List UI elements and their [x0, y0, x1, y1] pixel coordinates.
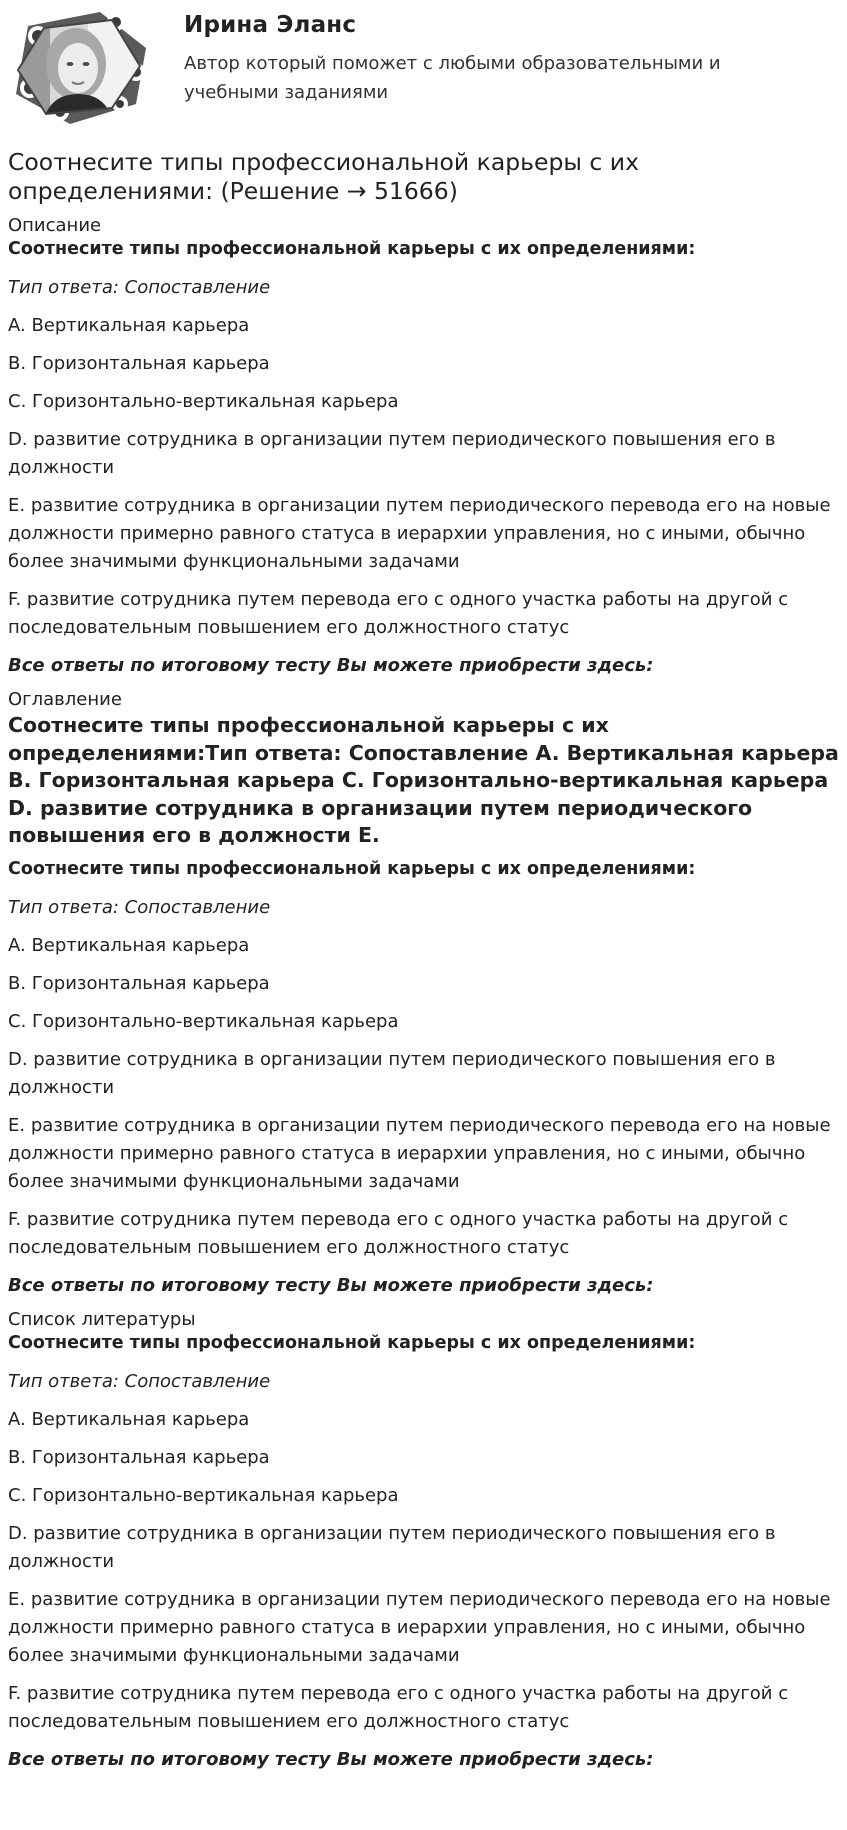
purchase-note[interactable]: Все ответы по итоговому тесту Вы можете приобрести здесь:: [8, 1748, 654, 1770]
option-item: A. Вертикальная карьера: [8, 934, 250, 956]
question-heading: Соотнесите типы профессиональной карьеры с их определениями:: [8, 858, 696, 879]
definition-item: E. развитие сотрудника в организации путем периодического перевода его на новые должности примерно равного статуса в иерархии управления, но с иными, обычно более значимыми функциональными задачами: [8, 1114, 831, 1192]
description-section: [8, 214, 840, 680]
author-description: Автор который поможет с любыми образовательными и учебными заданиями: [184, 53, 721, 103]
avatar[interactable]: [8, 8, 150, 126]
definition-item: E. развитие сотрудника в организации путем периодического перевода его на новые должности примерно равного статуса в иерархии управления, но с иными, обычно более значимыми функциональными задачами: [8, 1588, 831, 1666]
option-item: C. Горизонтально-вертикальная карьера: [8, 1484, 399, 1506]
option-item: C. Горизонтально-вертикальная карьера: [8, 391, 399, 412]
literature-section: [8, 1308, 840, 1774]
section-label-literature: Список литературы: [8, 1308, 196, 1330]
purchase-note[interactable]: Все ответы по итоговому тесту Вы можете приобрести здесь:: [8, 655, 654, 676]
purchase-note[interactable]: Все ответы по итоговому тесту Вы можете приобрести здесь:: [8, 1274, 654, 1296]
definition-item: F. развитие сотрудника путем перевода его с одного участка работы на другой с последовательным повышением его должностного статус: [8, 589, 789, 638]
toc-heading: Соотнесите типы профессиональной карьеры с их определениями:Тип ответа: Сопоставление A. Вертикальная карьера B. Горизонтальная карьера C. Горизонтально-вертикальная карьера D. развитие сотрудника в организации путем периодического повышения его в должности E.: [8, 713, 839, 847]
option-item: A. Вертикальная карьера: [8, 1408, 250, 1430]
author-name[interactable]: Ирина Эланс: [184, 12, 357, 38]
answer-type: Тип ответа: Сопоставление: [8, 896, 271, 918]
option-item: B. Горизонтальная карьера: [8, 972, 270, 994]
main-content: [8, 148, 840, 1782]
question-heading: Соотнесите типы профессиональной карьеры с их определениями:: [8, 239, 696, 259]
definition-item: E. развитие сотрудника в организации путем периодического перевода его на новые должности примерно равного статуса в иерархии управления, но с иными, обычно более значимыми функциональными задачами: [8, 495, 831, 572]
section-label-toc: Оглавление: [8, 689, 122, 710]
definition-item: F. развитие сотрудника путем перевода его с одного участка работы на другой с последовательным повышением его должностного статус: [8, 1208, 789, 1258]
answer-type: Тип ответа: Сопоставление: [8, 1370, 271, 1392]
option-item: B. Горизонтальная карьера: [8, 1446, 270, 1468]
option-item: A. Вертикальная карьера: [8, 315, 250, 336]
section-label-description: Описание: [8, 215, 102, 236]
option-item: C. Горизонтально-вертикальная карьера: [8, 1010, 399, 1032]
answer-type: Тип ответа: Сопоставление: [8, 277, 271, 298]
option-item: B. Горизонтальная карьера: [8, 353, 270, 374]
definition-item: F. развитие сотрудника путем перевода его с одного участка работы на другой с последовательным повышением его должностного статус: [8, 1682, 789, 1732]
definition-item: D. развитие сотрудника в организации путем периодического повышения его в должности: [8, 1522, 776, 1572]
author-card: [0, 0, 847, 140]
avatar-frame-icon: [8, 8, 150, 126]
question-heading: Соотнесите типы профессиональной карьеры с их определениями:: [8, 1332, 696, 1353]
definition-item: D. развитие сотрудника в организации путем периодического повышения его в должности: [8, 429, 776, 478]
toc-section: [8, 688, 840, 1300]
definition-item: D. развитие сотрудника в организации путем периодического повышения его в должности: [8, 1048, 776, 1098]
page-title: Соотнесите типы профессиональной карьеры с их определениями: (Решение → 51666): [8, 148, 639, 205]
